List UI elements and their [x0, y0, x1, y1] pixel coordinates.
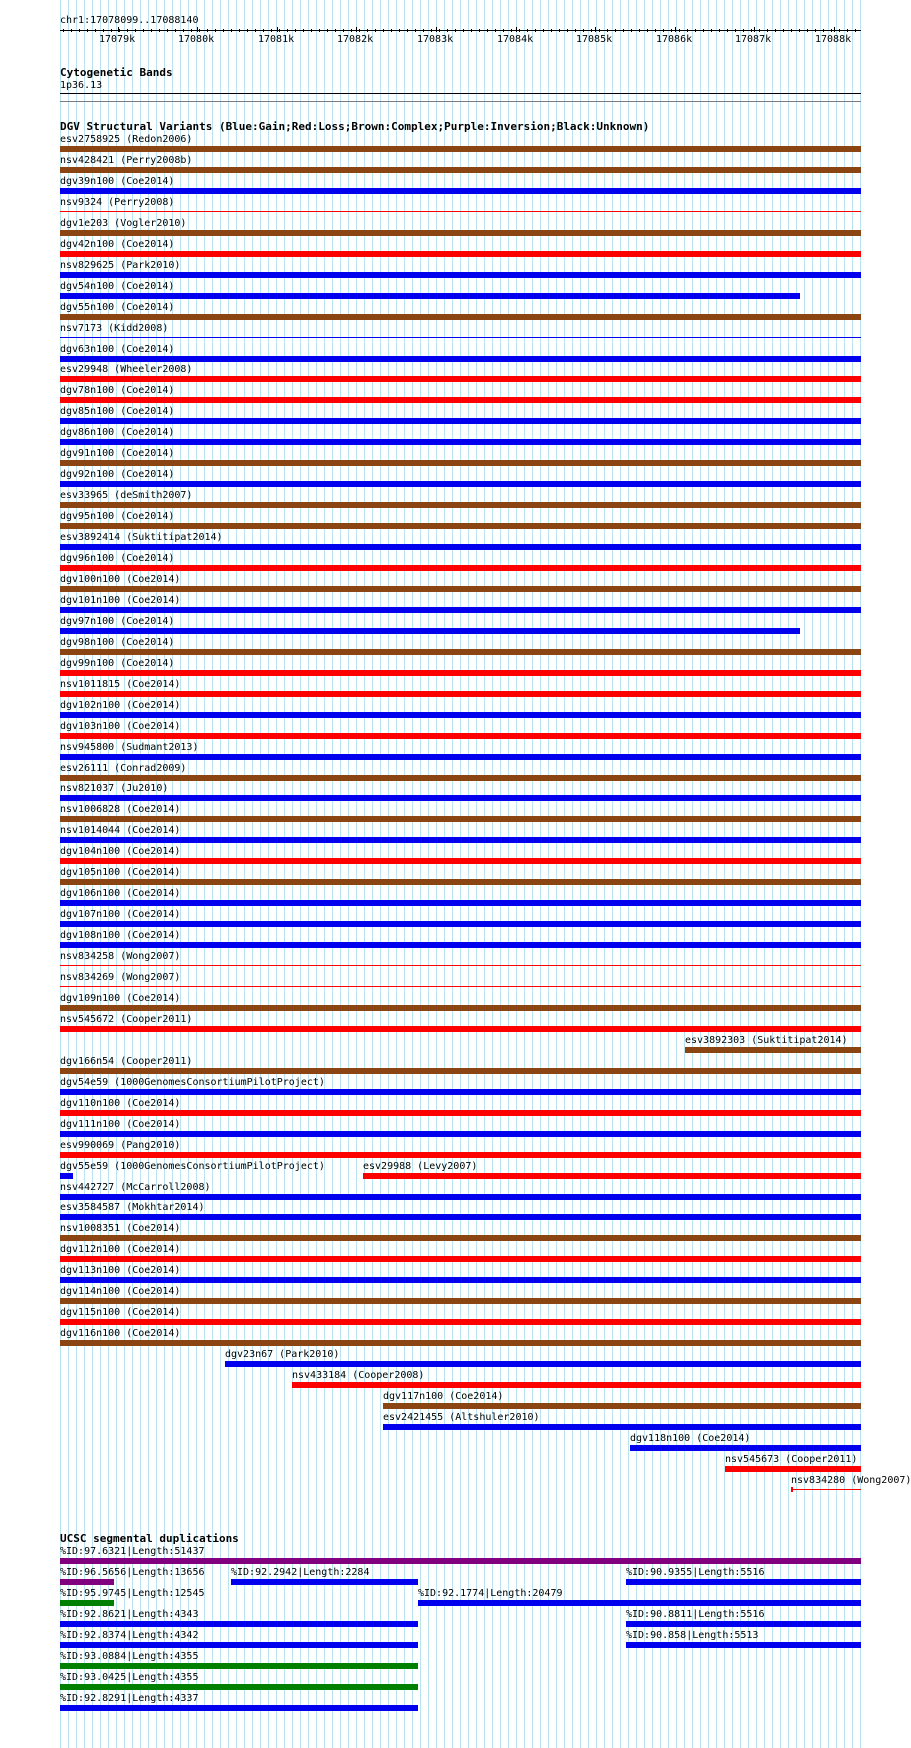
dgv-feature-label[interactable]: dgv55n100 (Coe2014): [60, 302, 175, 313]
segdup-label[interactable]: %ID:97.6321|Length:51437: [60, 1546, 205, 1557]
ruler-major-tick: [675, 27, 676, 32]
dgv-feature-label[interactable]: nsv945800 (Sudmant2013): [60, 742, 199, 753]
ruler-tick-label: 17080k: [178, 34, 215, 45]
ruler-major-tick: [118, 27, 119, 32]
dgv-feature-bar[interactable]: [60, 1089, 861, 1095]
ruler-minor-tick: [471, 29, 472, 32]
dgv-feature-start-tick: [791, 1487, 793, 1492]
dgv-feature-label[interactable]: nsv834269 (Wong2007): [60, 972, 181, 983]
dgv-feature-label[interactable]: esv2421455 (Altshuler2010): [383, 1412, 540, 1423]
dgv-feature-label[interactable]: dgv108n100 (Coe2014): [60, 930, 181, 941]
dgv-feature-label[interactable]: nsv1008351 (Coe2014): [60, 1223, 181, 1234]
ruler-minor-tick: [399, 29, 400, 32]
ruler-minor-tick: [743, 29, 744, 32]
segdup-bar[interactable]: [418, 1600, 861, 1606]
dgv-feature-bar[interactable]: [60, 1068, 861, 1074]
dgv-feature-label[interactable]: dgv39n100 (Coe2014): [60, 176, 175, 187]
ruler-minor-tick: [519, 29, 520, 32]
dgv-feature-bar[interactable]: [60, 691, 861, 697]
dgv-feature-bar[interactable]: [292, 1382, 861, 1388]
dgv-feature-label[interactable]: nsv545673 (Cooper2011): [725, 1454, 858, 1465]
ruler-minor-tick: [79, 29, 80, 32]
dgv-feature-bar[interactable]: [60, 795, 861, 801]
ruler-minor-tick: [727, 29, 728, 32]
dgv-feature-label[interactable]: dgv23n67 (Park2010): [225, 1349, 340, 1360]
ruler-minor-tick: [335, 29, 336, 32]
ruler-minor-tick: [647, 29, 648, 32]
ruler-minor-tick: [359, 29, 360, 32]
dgv-feature-bar[interactable]: [60, 376, 861, 382]
ruler-minor-tick: [767, 29, 768, 32]
dgv-feature-label[interactable]: dgv97n100 (Coe2014): [60, 616, 175, 627]
dgv-feature-bar[interactable]: [60, 460, 861, 466]
ruler-minor-tick: [679, 29, 680, 32]
ruler-minor-tick: [231, 29, 232, 32]
dgv-feature-label[interactable]: dgv112n100 (Coe2014): [60, 1244, 181, 1255]
dgv-feature-label[interactable]: esv3892303 (Suktitipat2014): [685, 1035, 848, 1046]
dgv-feature-bar[interactable]: [60, 1173, 73, 1179]
dgv-feature-label[interactable]: dgv55e59 (1000GenomesConsortiumPilotProject): [60, 1161, 325, 1172]
dgv-feature-label[interactable]: nsv433184 (Cooper2008): [292, 1370, 425, 1381]
ruler-tick-label: 17083k: [417, 34, 454, 45]
dgv-feature-bar[interactable]: [60, 523, 861, 529]
dgv-feature-bar[interactable]: [60, 1110, 861, 1116]
segdup-track-title: UCSC segmental duplications: [60, 1532, 239, 1545]
dgv-feature-bar[interactable]: [60, 586, 861, 592]
dgv-feature-bar[interactable]: [60, 293, 800, 299]
dgv-feature-bar[interactable]: [60, 418, 861, 424]
dgv-feature-bar[interactable]: [60, 439, 861, 445]
segdup-label[interactable]: %ID:92.8621|Length:4343: [60, 1609, 199, 1620]
dgv-feature-label[interactable]: esv990069 (Pang2010): [60, 1140, 181, 1151]
dgv-feature-label[interactable]: esv3584587 (Mokhtar2014): [60, 1202, 205, 1213]
dgv-feature-label[interactable]: nsv428421 (Perry2008b): [60, 155, 193, 166]
segdup-bar[interactable]: [626, 1579, 861, 1585]
ruler-minor-tick: [583, 29, 584, 32]
ruler-minor-tick: [71, 29, 72, 32]
dgv-feature-label[interactable]: dgv85n100 (Coe2014): [60, 406, 175, 417]
ruler-tick-label: 17082k: [337, 34, 374, 45]
dgv-feature-label[interactable]: dgv102n100 (Coe2014): [60, 700, 181, 711]
dgv-feature-bar[interactable]: [725, 1466, 861, 1472]
ruler-minor-tick: [351, 29, 352, 32]
ruler-minor-tick: [855, 29, 856, 32]
ruler-minor-tick: [119, 29, 120, 32]
dgv-feature-bar[interactable]: [60, 942, 861, 948]
dgv-feature-bar[interactable]: [383, 1403, 861, 1409]
dgv-feature-bar[interactable]: [60, 356, 861, 362]
dgv-feature-bar[interactable]: [60, 397, 861, 403]
ruler-minor-tick: [791, 29, 792, 32]
ruler-minor-tick: [807, 29, 808, 32]
ruler-minor-tick: [615, 29, 616, 32]
ruler-minor-tick: [415, 29, 416, 32]
ruler-minor-tick: [127, 29, 128, 32]
ruler-minor-tick: [463, 29, 464, 32]
ruler-minor-tick: [63, 29, 64, 32]
dgv-feature-label[interactable]: nsv442727 (McCarroll2008): [60, 1182, 211, 1193]
dgv-feature-bar[interactable]: [60, 188, 861, 194]
dgv-feature-label[interactable]: dgv107n100 (Coe2014): [60, 909, 181, 920]
dgv-feature-bar[interactable]: [630, 1445, 861, 1451]
dgv-feature-bar[interactable]: [60, 1298, 861, 1304]
dgv-feature-bar[interactable]: [60, 965, 861, 966]
ruler-major-tick: [595, 27, 596, 32]
ruler-minor-tick: [111, 29, 112, 32]
ruler-minor-tick: [263, 29, 264, 32]
ruler-minor-tick: [423, 29, 424, 32]
ruler-minor-tick: [327, 29, 328, 32]
dgv-feature-label[interactable]: dgv104n100 (Coe2014): [60, 846, 181, 857]
dgv-feature-bar[interactable]: [60, 754, 861, 760]
dgv-feature-bar[interactable]: [60, 314, 861, 320]
dgv-feature-label[interactable]: dgv105n100 (Coe2014): [60, 867, 181, 878]
ruler-minor-tick: [815, 29, 816, 32]
ruler-minor-tick: [551, 29, 552, 32]
ruler-minor-tick: [799, 29, 800, 32]
ruler-major-tick: [834, 27, 835, 32]
dgv-feature-label[interactable]: esv33965 (deSmith2007): [60, 490, 193, 501]
dgv-feature-label[interactable]: dgv111n100 (Coe2014): [60, 1119, 181, 1130]
ruler-minor-tick: [135, 29, 136, 32]
ruler-minor-tick: [479, 29, 480, 32]
track-separator: [60, 101, 861, 102]
dgv-feature-label[interactable]: esv3892414 (Suktitipat2014): [60, 532, 223, 543]
ruler-major-tick: [516, 27, 517, 32]
ruler-tick-label: 17079k: [99, 34, 136, 45]
ruler-minor-tick: [503, 29, 504, 32]
segdup-bar[interactable]: [60, 1579, 114, 1585]
cytoband-line: [60, 93, 861, 94]
dgv-feature-bar[interactable]: [60, 1340, 861, 1346]
segdup-bar[interactable]: [626, 1621, 861, 1627]
dgv-feature-bar[interactable]: [60, 1256, 861, 1262]
dgv-feature-bar[interactable]: [60, 628, 800, 634]
ruler-tick-label: 17086k: [656, 34, 693, 45]
segdup-bar[interactable]: [60, 1705, 418, 1711]
dgv-feature-bar[interactable]: [60, 272, 861, 278]
ruler-minor-tick: [775, 29, 776, 32]
dgv-feature-bar[interactable]: [60, 1235, 861, 1241]
dgv-feature-label[interactable]: dgv96n100 (Coe2014): [60, 553, 175, 564]
ruler-minor-tick: [735, 29, 736, 32]
ruler-minor-tick: [239, 29, 240, 32]
ruler-minor-tick: [87, 29, 88, 32]
dgv-feature-label[interactable]: dgv106n100 (Coe2014): [60, 888, 181, 899]
dgv-feature-label[interactable]: dgv101n100 (Coe2014): [60, 595, 181, 606]
dgv-feature-label[interactable]: dgv92n100 (Coe2014): [60, 469, 175, 480]
dgv-feature-bar[interactable]: [60, 230, 861, 236]
ruler-minor-tick: [311, 29, 312, 32]
ruler-minor-tick: [391, 29, 392, 32]
ruler-major-tick: [356, 27, 357, 32]
ruler-minor-tick: [575, 29, 576, 32]
ruler-axis: [60, 30, 861, 31]
dgv-feature-label[interactable]: dgv54e59 (1000GenomesConsortiumPilotProject): [60, 1077, 325, 1088]
ruler-minor-tick: [295, 29, 296, 32]
ruler-minor-tick: [159, 29, 160, 32]
segdup-bar[interactable]: [60, 1684, 418, 1690]
dgv-feature-label[interactable]: nsv821037 (Ju2010): [60, 783, 169, 794]
dgv-feature-label[interactable]: dgv91n100 (Coe2014): [60, 448, 175, 459]
ruler-minor-tick: [759, 29, 760, 32]
dgv-feature-label[interactable]: dgv1e203 (Vogler2010): [60, 218, 187, 229]
segdup-label[interactable]: %ID:92.2942|Length:2284: [231, 1567, 370, 1578]
ruler-minor-tick: [303, 29, 304, 32]
ruler-minor-tick: [631, 29, 632, 32]
ruler-minor-tick: [175, 29, 176, 32]
ruler-minor-tick: [535, 29, 536, 32]
ruler-minor-tick: [511, 29, 512, 32]
ruler-tick-label: 17087k: [735, 34, 772, 45]
ruler-minor-tick: [751, 29, 752, 32]
dgv-feature-label[interactable]: dgv42n100 (Coe2014): [60, 239, 175, 250]
segdup-label[interactable]: %ID:92.1774|Length:20479: [418, 1588, 563, 1599]
ruler-minor-tick: [375, 29, 376, 32]
ruler-tick-label: 17085k: [576, 34, 613, 45]
ruler-minor-tick: [831, 29, 832, 32]
dgv-feature-label[interactable]: dgv78n100 (Coe2014): [60, 385, 175, 396]
dgv-feature-bar[interactable]: [60, 167, 861, 173]
dgv-feature-bar[interactable]: [60, 146, 861, 152]
dgv-feature-bar[interactable]: [60, 544, 861, 550]
dgv-feature-label[interactable]: dgv118n100 (Coe2014): [630, 1433, 751, 1444]
ruler-minor-tick: [383, 29, 384, 32]
dgv-feature-bar[interactable]: [60, 775, 861, 781]
ruler-minor-tick: [447, 29, 448, 32]
dgv-feature-bar[interactable]: [60, 900, 861, 906]
segdup-label[interactable]: %ID:96.5656|Length:13656: [60, 1567, 205, 1578]
dgv-feature-label[interactable]: nsv1011815 (Coe2014): [60, 679, 181, 690]
dgv-feature-bar[interactable]: [60, 858, 861, 864]
ruler-minor-tick: [711, 29, 712, 32]
dgv-feature-bar[interactable]: [60, 211, 861, 212]
ruler-minor-tick: [591, 29, 592, 32]
ruler-position: chr1:17078099..17088140: [60, 15, 199, 26]
ruler-minor-tick: [183, 29, 184, 32]
dgv-feature-bar[interactable]: [60, 607, 861, 613]
dgv-feature-bar[interactable]: [60, 337, 861, 338]
dgv-feature-label[interactable]: dgv103n100 (Coe2014): [60, 721, 181, 732]
ruler-minor-tick: [487, 29, 488, 32]
dgv-feature-bar[interactable]: [363, 1173, 861, 1179]
dgv-feature-bar[interactable]: [60, 1131, 861, 1137]
ruler-minor-tick: [207, 29, 208, 32]
dgv-feature-label[interactable]: nsv1014044 (Coe2014): [60, 825, 181, 836]
dgv-feature-label[interactable]: nsv834280 (Wong2007): [791, 1475, 911, 1486]
ruler-minor-tick: [247, 29, 248, 32]
dgv-feature-bar[interactable]: [60, 986, 861, 987]
dgv-feature-bar[interactable]: [791, 1489, 861, 1490]
ruler-minor-tick: [455, 29, 456, 32]
ruler-minor-tick: [623, 29, 624, 32]
dgv-feature-label[interactable]: dgv95n100 (Coe2014): [60, 511, 175, 522]
ruler-tick-label: 17088k: [815, 34, 852, 45]
ruler-major-tick: [277, 27, 278, 32]
ruler-minor-tick: [559, 29, 560, 32]
ruler-minor-tick: [703, 29, 704, 32]
dgv-feature-label[interactable]: dgv98n100 (Coe2014): [60, 637, 175, 648]
segdup-label[interactable]: %ID:93.0884|Length:4355: [60, 1651, 199, 1662]
ruler-minor-tick: [167, 29, 168, 32]
dgv-feature-label[interactable]: nsv545672 (Cooper2011): [60, 1014, 193, 1025]
dgv-feature-label[interactable]: dgv86n100 (Coe2014): [60, 427, 175, 438]
ruler-minor-tick: [671, 29, 672, 32]
dgv-feature-label[interactable]: nsv834258 (Wong2007): [60, 951, 181, 962]
dgv-feature-label[interactable]: dgv54n100 (Coe2014): [60, 281, 175, 292]
ruler-minor-tick: [151, 29, 152, 32]
dgv-feature-bar[interactable]: [383, 1424, 861, 1430]
dgv-feature-bar[interactable]: [60, 502, 861, 508]
dgv-feature-label[interactable]: dgv99n100 (Coe2014): [60, 658, 175, 669]
ruler-minor-tick: [823, 29, 824, 32]
dgv-feature-label[interactable]: nsv9324 (Perry2008): [60, 197, 175, 208]
ruler-minor-tick: [95, 29, 96, 32]
ruler-minor-tick: [431, 29, 432, 32]
ruler-minor-tick: [255, 29, 256, 32]
ruler-minor-tick: [719, 29, 720, 32]
dgv-feature-label[interactable]: nsv1006828 (Coe2014): [60, 804, 181, 815]
dgv-track-title: DGV Structural Variants (Blue:Gain;Red:Loss;Brown:Complex;Purple:Inversion;Black:Unknown): [60, 120, 650, 133]
ruler-minor-tick: [527, 29, 528, 32]
ruler-major-tick: [754, 27, 755, 32]
segdup-bar[interactable]: [60, 1642, 418, 1648]
dgv-feature-label[interactable]: dgv110n100 (Coe2014): [60, 1098, 181, 1109]
segdup-label[interactable]: %ID:90.9355|Length:5516: [626, 1567, 765, 1578]
dgv-feature-bar[interactable]: [60, 649, 861, 655]
dgv-feature-label[interactable]: dgv109n100 (Coe2014): [60, 993, 181, 1004]
ruler-minor-tick: [495, 29, 496, 32]
segdup-label[interactable]: %ID:92.8291|Length:4337: [60, 1693, 199, 1704]
segdup-label[interactable]: %ID:90.858|Length:5513: [626, 1630, 759, 1641]
ruler-minor-tick: [655, 29, 656, 32]
dgv-feature-bar[interactable]: [60, 251, 861, 257]
dgv-feature-bar[interactable]: [60, 879, 861, 885]
ruler-minor-tick: [543, 29, 544, 32]
cytoband-label: 1p36.13: [60, 80, 103, 91]
ruler-minor-tick: [639, 29, 640, 32]
dgv-feature-bar[interactable]: [225, 1361, 861, 1367]
dgv-feature-bar[interactable]: [60, 565, 861, 571]
dgv-feature-bar[interactable]: [60, 1194, 861, 1200]
ruler-minor-tick: [191, 29, 192, 32]
dgv-feature-bar[interactable]: [60, 670, 861, 676]
segdup-bar[interactable]: [626, 1642, 861, 1648]
dgv-feature-bar[interactable]: [60, 816, 861, 822]
dgv-feature-label[interactable]: esv29988 (Levy2007): [363, 1161, 478, 1172]
segdup-label[interactable]: %ID:92.8374|Length:4342: [60, 1630, 199, 1641]
ruler-minor-tick: [607, 29, 608, 32]
ruler-minor-tick: [343, 29, 344, 32]
dgv-feature-bar[interactable]: [685, 1047, 861, 1053]
dgv-feature-bar[interactable]: [60, 1214, 861, 1220]
dgv-feature-label[interactable]: dgv166n54 (Cooper2011): [60, 1056, 193, 1067]
segdup-bar[interactable]: [60, 1558, 861, 1564]
segdup-bar[interactable]: [60, 1621, 418, 1627]
ruler-minor-tick: [215, 29, 216, 32]
segdup-label[interactable]: %ID:95.9745|Length:12545: [60, 1588, 205, 1599]
segdup-label[interactable]: %ID:93.0425|Length:4355: [60, 1672, 199, 1683]
ruler-minor-tick: [223, 29, 224, 32]
ruler-minor-tick: [599, 29, 600, 32]
ruler-minor-tick: [287, 29, 288, 32]
ruler-minor-tick: [847, 29, 848, 32]
ruler-minor-tick: [439, 29, 440, 32]
dgv-feature-label[interactable]: dgv116n100 (Coe2014): [60, 1328, 181, 1339]
dgv-feature-label[interactable]: dgv114n100 (Coe2014): [60, 1286, 181, 1297]
dgv-feature-bar[interactable]: [60, 712, 861, 718]
dgv-feature-bar[interactable]: [60, 733, 861, 739]
segdup-bar[interactable]: [231, 1579, 418, 1585]
dgv-feature-bar[interactable]: [60, 1277, 861, 1283]
dgv-feature-bar[interactable]: [60, 1026, 861, 1032]
dgv-feature-label[interactable]: dgv117n100 (Coe2014): [383, 1391, 504, 1402]
ruler-minor-tick: [783, 29, 784, 32]
ruler-tick-label: 17081k: [258, 34, 295, 45]
ruler-major-tick: [197, 27, 198, 32]
ruler-minor-tick: [695, 29, 696, 32]
dgv-feature-label[interactable]: dgv63n100 (Coe2014): [60, 344, 175, 355]
ruler-minor-tick: [839, 29, 840, 32]
ruler-minor-tick: [407, 29, 408, 32]
cytoband-track-title: Cytogenetic Bands: [60, 66, 173, 79]
ruler-major-tick: [436, 27, 437, 32]
dgv-feature-bar[interactable]: [60, 837, 861, 843]
dgv-feature-bar[interactable]: [60, 921, 861, 927]
ruler-minor-tick: [199, 29, 200, 32]
ruler-minor-tick: [663, 29, 664, 32]
segdup-bar[interactable]: [60, 1600, 114, 1606]
dgv-feature-label[interactable]: dgv100n100 (Coe2014): [60, 574, 181, 585]
dgv-feature-bar[interactable]: [60, 1152, 861, 1158]
ruler-minor-tick: [279, 29, 280, 32]
ruler-minor-tick: [319, 29, 320, 32]
ruler-tick-label: 17084k: [497, 34, 534, 45]
ruler-minor-tick: [367, 29, 368, 32]
dgv-feature-bar[interactable]: [60, 1005, 861, 1011]
ruler-minor-tick: [103, 29, 104, 32]
dgv-feature-label[interactable]: dgv115n100 (Coe2014): [60, 1307, 181, 1318]
ruler-minor-tick: [687, 29, 688, 32]
dgv-feature-label[interactable]: dgv113n100 (Coe2014): [60, 1265, 181, 1276]
segdup-bar[interactable]: [60, 1663, 418, 1669]
ruler-minor-tick: [143, 29, 144, 32]
dgv-feature-bar[interactable]: [60, 1319, 861, 1325]
ruler-minor-tick: [567, 29, 568, 32]
dgv-feature-label[interactable]: nsv7173 (Kidd2008): [60, 323, 169, 334]
dgv-feature-label[interactable]: esv2758925 (Redon2006): [60, 134, 193, 145]
ruler-minor-tick: [271, 29, 272, 32]
dgv-feature-label[interactable]: nsv829625 (Park2010): [60, 260, 181, 271]
dgv-feature-label[interactable]: esv26111 (Conrad2009): [60, 763, 187, 774]
dgv-feature-bar[interactable]: [60, 481, 861, 487]
segdup-label[interactable]: %ID:90.8811|Length:5516: [626, 1609, 765, 1620]
dgv-feature-label[interactable]: esv29948 (Wheeler2008): [60, 364, 193, 375]
